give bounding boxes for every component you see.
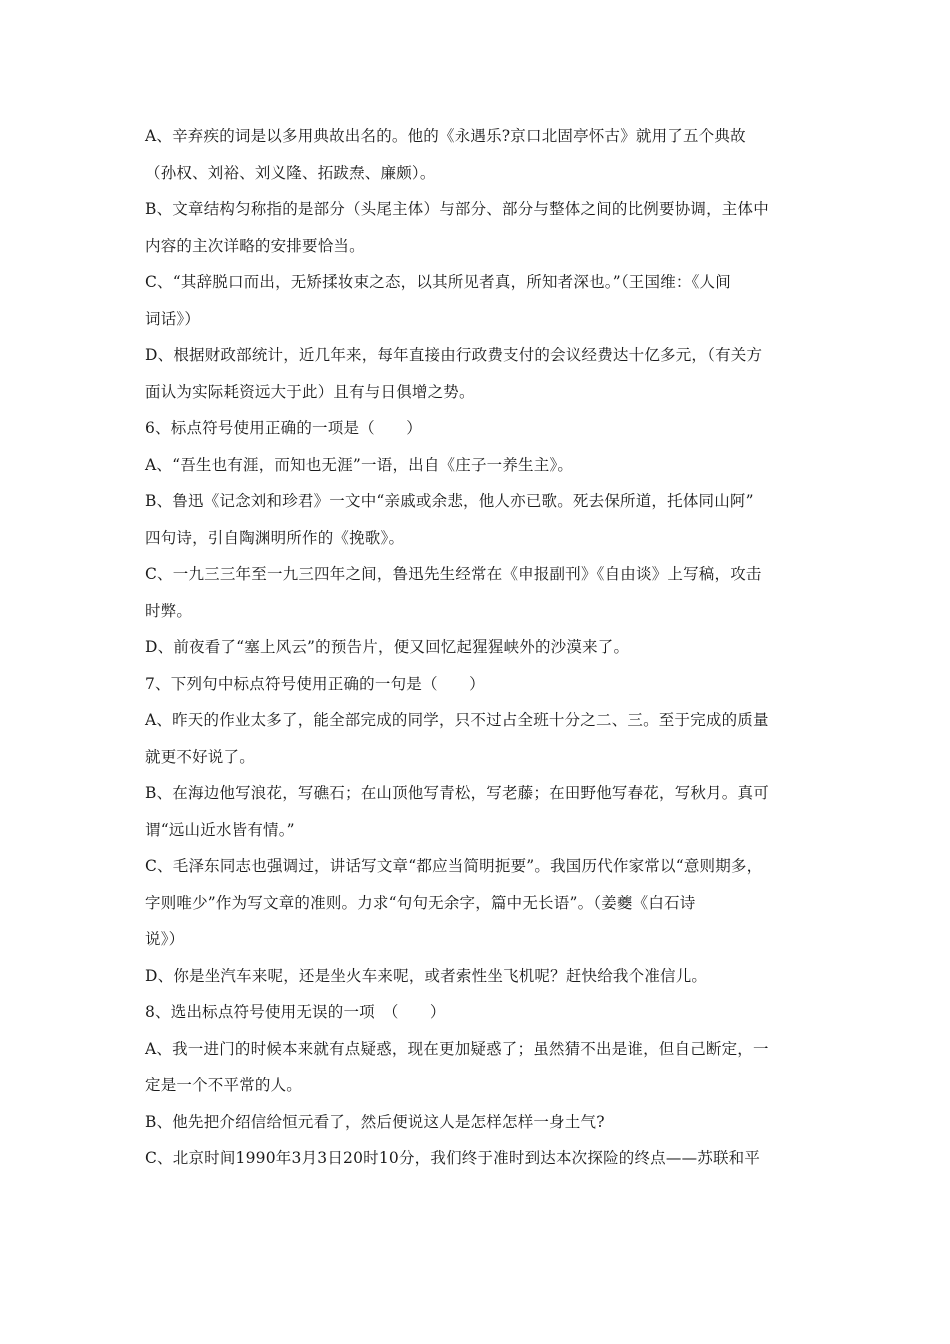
text-line: 说》）	[145, 930, 185, 948]
text-line: C、“其辞脱口而出，无矫揉妆束之态，以其所见者真，所知者深也。”（王国维：《人间	[145, 273, 731, 291]
text-line: C、毛泽东同志也强调过，讲话写文章“都应当简明扼要”。我国历代作家常以“意则期多，	[145, 857, 763, 875]
text-line: B、他先把介绍信给恒元看了，然后便说这人是怎样怎样一身土气?	[145, 1112, 605, 1131]
text-line: B、鲁迅《记念刘和珍君》一文中“亲戚或余悲，他人亦已歌。死去保所道，托体同山阿”	[145, 492, 754, 510]
text-line: A、我一进门的时候本来就有点疑惑，现在更加疑惑了；虽然猜不出是谁，但自己断定，一	[145, 1039, 769, 1058]
text-line: A、昨天的作业太多了，能全部完成的同学，只不过占全班十分之二、三。至于完成的质量	[145, 711, 769, 729]
question-stem: 8、选出标点符号使用无误的一项 （ ）	[145, 1003, 446, 1021]
text-line: 字则唯少”作为写文章的准则。力求“句句无余字，篇中无长语”。（姜夔《白石诗	[145, 893, 696, 912]
text-line: C、一九三三年至一九三四年之间，鲁迅先生经常在《申报副刊》《自由谈》上写稿，攻击	[145, 565, 762, 583]
document-body	[145, 118, 835, 1177]
text-line: 词话》）	[145, 309, 201, 328]
text-line: 内容的主次详略的安排要恰当。	[145, 236, 365, 255]
text-line: A、“吾生也有涯，而知也无涯”一语，出自《庄子一养生主》。	[145, 455, 574, 474]
text-line: B、文章结构匀称指的是部分（头尾主体）与部分、部分与整体之间的比例要协调，主体中	[145, 200, 769, 218]
text-line: D、你是坐汽车来呢，还是坐火车来呢，或者索性坐飞机呢？赶快给我个准信儿。	[145, 966, 708, 985]
text-line: 四句诗，引自陶渊明所作的《挽歌》。	[145, 528, 405, 547]
text-line: C、北京时间1990年3月3日20时10分，我们终于准时到达本次探险的终点——苏联和平	[145, 1149, 761, 1167]
text-line: 面认为实际耗资远大于此）且有与日俱增之势。	[145, 382, 475, 401]
text-line: D、根据财政部统计，近几年来，每年直接由行政费支付的会议经费达十亿多元，（有关方	[145, 346, 763, 364]
text-line: 定是一个不平常的人。	[145, 1076, 303, 1094]
text-line: （孙权、刘裕、刘义隆、拓跋焘、廉颇）。	[145, 163, 436, 182]
text-line: B、在海边他写浪花，写礁石；在山顶他写青松，写老藤；在田野他写春花，写秋月。真可	[145, 784, 769, 802]
text-line: 谓“远山近水皆有情。”	[145, 820, 295, 839]
text-line: 就更不好说了。	[145, 747, 255, 766]
text-line: 时弊。	[145, 601, 193, 620]
text-line: D、前夜看了“塞上风云”的预告片，便又回忆起猩猩峡外的沙漠来了。	[145, 638, 630, 656]
question-stem: 7、下列句中标点符号使用正确的一句是（ ）	[145, 674, 485, 693]
text-line: A、辛弃疾的词是以多用典故出名的。他的《永遇乐?京口北固亭怀古》就用了五个典故	[145, 127, 746, 145]
question-stem: 6、标点符号使用正确的一项是（ ）	[145, 419, 422, 437]
